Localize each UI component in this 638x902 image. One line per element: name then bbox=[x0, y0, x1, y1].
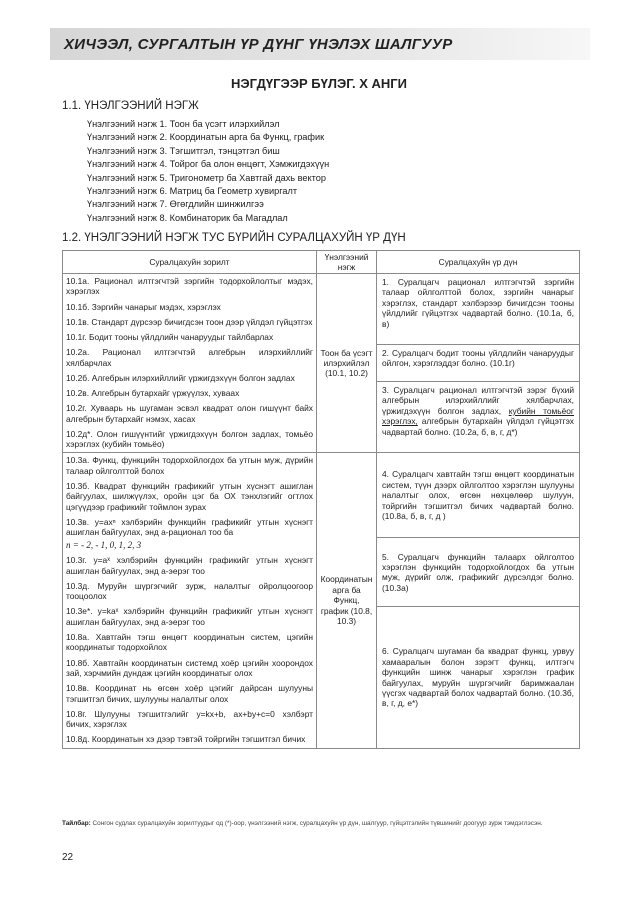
list-item: Үнэлгээний нэгж 7. Өгөгдлийн шинжилгээ bbox=[87, 199, 264, 210]
footnote bbox=[62, 820, 543, 827]
goal-item: 10.3в. y=axⁿ хэлбэрийн функцийн графикийг утгын хүснэгт ашиглан байгуулах, энд a-рационал тоо ба bbox=[66, 517, 313, 538]
outcome-cell: 2. Суралцагч бодит тооны үйлдлийн чанаруудыг ойлгон, хэрэглэддэг болно. (10.1г) bbox=[377, 345, 580, 382]
goal-item: 10.2а. Рационал илтгэгчтэй алгебрын илэрхийллийг хялбарчлах bbox=[66, 347, 313, 368]
header-goal: Суралцахуйн зорилт bbox=[63, 251, 317, 274]
banner-title: ХИЧЭЭЛ, СУРГАЛТЫН ҮР ДҮНГ ҮНЭЛЭХ ШАЛГУУР bbox=[64, 36, 453, 53]
goal-item: 10.8г. Шулууны тэгшитгэлийг y=kx+b, ax+by+c=0 хэлбэрт бичих, хэрэглэх bbox=[66, 708, 313, 730]
outcome-cell: 1. Суралцагч рационал илтгэгчтэй зэргийн талаар ойлголттой болох, зэргийн чанарыг хэрэглэх, стандарт хэлбэрээр бичигдсэн тооны үйлдлийг гүйцэтгэх чадвартай болно. (10.1а, б, в) bbox=[377, 274, 580, 345]
goal-item: 10.3е*. y=kaˣ хэлбэрийн функцийн графикийг утгын хүснэгт ашиглан байгуулах, энд a-эерэг тоо bbox=[66, 606, 313, 627]
outcome-cell: 6. Суралцагч шугаман ба квадрат функц, урвуу хамааралын болон зэрэгт функц, илтгэгч функцийн шинж чанарыг хэрэглэн график байгуулах, муруйн шүргэгчийг баримжаалан үүсгэх чадвартай болох чадвартай болно. (10.3б, в, г, д, е*) bbox=[377, 607, 580, 748]
outcome-cell: 5. Суралцагч функцийн талаарх ойлголтоо хэрэглэн функцийн тодорхойлогдох ба утгын муж, дүрийг олж, графикийг дүрсэлдэг болно. (10.3а) bbox=[377, 538, 580, 607]
section-heading-units: 1.1. ҮНЭЛГЭЭНИЙ НЭГЖ bbox=[62, 100, 199, 112]
goal-item: 10.1г. Бодит тооны үйлдлийн чанаруудыг тайлбарлах bbox=[66, 332, 274, 343]
goal-item: 10.3д. Муруйн шүргэгчийг зурж, налалтыг ойролцоогоор тооцоолох bbox=[66, 580, 313, 602]
unit-cell: Координатын арга ба Функц, график (10.8, 10.3) bbox=[317, 453, 377, 748]
table-header-row bbox=[63, 251, 580, 274]
list-item: Үнэлгээний нэгж 2. Координатын арга ба Функц, график bbox=[87, 132, 325, 143]
grade-title: НЭГДҮГЭЭР БҮЛЭГ. X АНГИ bbox=[230, 76, 407, 91]
goal-item: 10.3а. Функц, функцийн тодорхойлогдох ба утгын муж, дүрийн талаар ойлголттой болох bbox=[66, 455, 313, 476]
goal-item: 10.8б. Хавтгайн координатын системд хоёр цэгийн хоорондох зай, хэрчмийн дундаж цэгийн координатыг олох bbox=[66, 657, 313, 678]
goal-item: 10.8д. Координатын хэ дээр тэвтэй тойргийн тэгшитгэл бичих bbox=[66, 734, 306, 745]
outcome-cell bbox=[377, 382, 580, 453]
list-item: Үнэлгээний нэгж 4. Тойрог ба олон өнцөгт, Хэмжигдэхүүн bbox=[87, 159, 330, 170]
list-item: Үнэлгээний нэгж 1. Тоон ба үсэгт илэрхийлэл bbox=[87, 119, 280, 129]
outcome-text: алгебрын бутархайн үйлдэл гүйцэтгэх чадвартай болно. (10.2а, б, в, г, д*) bbox=[382, 416, 574, 437]
goals-cell bbox=[63, 453, 317, 748]
chapter-banner bbox=[50, 28, 590, 60]
goal-math-line: n = - 2, - 1, 0, 1, 2, 3 bbox=[66, 539, 142, 550]
list-item: Үнэлгээний нэгж 3. Тэгшитгэл, тэнцэтгэл биш bbox=[87, 145, 280, 156]
list-item: Үнэлгээний нэгж 5. Тригонометр ба Хавтгай дахь вектор bbox=[87, 172, 326, 183]
footnote-label: Тайлбар: bbox=[62, 820, 91, 827]
section-heading-outcomes: 1.2. ҮНЭЛГЭЭНИЙ НЭГЖ ТУС БҮРИЙН СУРАЛЦАХУЙН ҮР ДҮН bbox=[62, 232, 406, 244]
learning-outcomes-table bbox=[62, 250, 580, 749]
outcome-text: 3. Суралцагч рационал илтгэгчтэй зэрэг бүхий алгебрын илэрхийллийг хялбарчлах, үржигдэхүүн болгон задлах, bbox=[382, 385, 574, 416]
goal-item: 10.8а. Хавтгайн тэгш өнцөгт координатын систем, цэгийн координатыг тодорхойлох bbox=[66, 631, 313, 653]
goal-item: 10.2в. Алгебрын бутархайг үржүүлэх, хуваах bbox=[66, 388, 240, 399]
outcome-cell: 4. Суралцагч хавтгайн тэгш өнцөгт координатын систем, түүн дээрх ойлголтоо хэрэглэн шулууны налалтыг олох, өгсөн нөхцөлөөр шулуун, тойргийн тэгшитгэл бичих чадвартай болно. (10.8а, б, в, г, д ) bbox=[377, 453, 580, 538]
list-item: Үнэлгээний нэгж 8. Комбинаторик ба Магадлал bbox=[87, 212, 288, 223]
goal-item: 10.2д*. Олон гишүүнтийг үржигдэхүүн болгон задлах, томьёо хэрэглэх (кубийн томьёо) bbox=[66, 428, 313, 450]
goal-item: 10.3б. Квадрат функцийн графикийг утгын хүснэгт ашиглан байгуулах, шилжүүлэх, оройн цэг ба ОХ тэнхлэгийг огтлох цэгүүдээр графикийг тоймлон зурах bbox=[66, 481, 313, 512]
goal-item: 10.8в. Координат нь өгсөн хоёр цэгийг дайрсан шулууны тэгшитгэл бичих, шулууны налалтыг олох bbox=[66, 683, 313, 704]
goals-cell bbox=[63, 274, 317, 453]
footnote-text: Сонгон судлах суралцахуйн зорилтуудыг од (*)-оор, үнэлгээний нэгж, суралцахуйн үр дүн, шалгуур, гүйцэтгэлийн түвшинийг доогуур зурж тэмдэглэсэн. bbox=[92, 820, 543, 827]
goal-item: 10.1а. Рационал илтгэгчтэй зэргийн тодорхойлолтыг мэдэх, хэрэглэх bbox=[66, 276, 313, 297]
goal-item: 10.1б. Зэргийн чанарыг мэдэх, хэрэглэх bbox=[66, 301, 221, 312]
table-row bbox=[63, 274, 580, 345]
goal-item: 10.1в. Стандарт дүрсээр бичигдсэн тоон дээр үйлдэл гүйцэтгэх bbox=[66, 316, 313, 327]
page-number: 22 bbox=[62, 852, 74, 863]
list-item: Үнэлгээний нэгж 6. Матриц ба Геометр хувиргалт bbox=[87, 186, 298, 197]
goal-item: 10.2г. Хуваарь нь шугаман эсвэл квадрат олон гишүүнт байх алгебрын бутархайг нэмэх, хасах bbox=[66, 403, 313, 424]
outcome-underlined-text: кубийн томьёог хэрэглэх, bbox=[382, 405, 574, 427]
goal-item: 10.3г. y=aˣ хэлбэрийн функцийн графикийг утгын хүснэгт ашиглан байгуулах, энд a-эерэг тоо bbox=[66, 555, 313, 576]
header-outcome: Суралцахуйн үр дүн bbox=[377, 251, 580, 274]
header-unit: Үнэлгээний нэгж bbox=[317, 251, 377, 274]
table-row bbox=[63, 453, 580, 538]
goal-item: 10.2б. Алгебрын илэрхийллийг үржигдэхүүн болгон задлах bbox=[66, 372, 295, 383]
assessment-unit-list bbox=[87, 118, 329, 225]
unit-cell: Тоон ба үсэгт илэрхийлэл (10.1, 10.2) bbox=[317, 274, 377, 453]
